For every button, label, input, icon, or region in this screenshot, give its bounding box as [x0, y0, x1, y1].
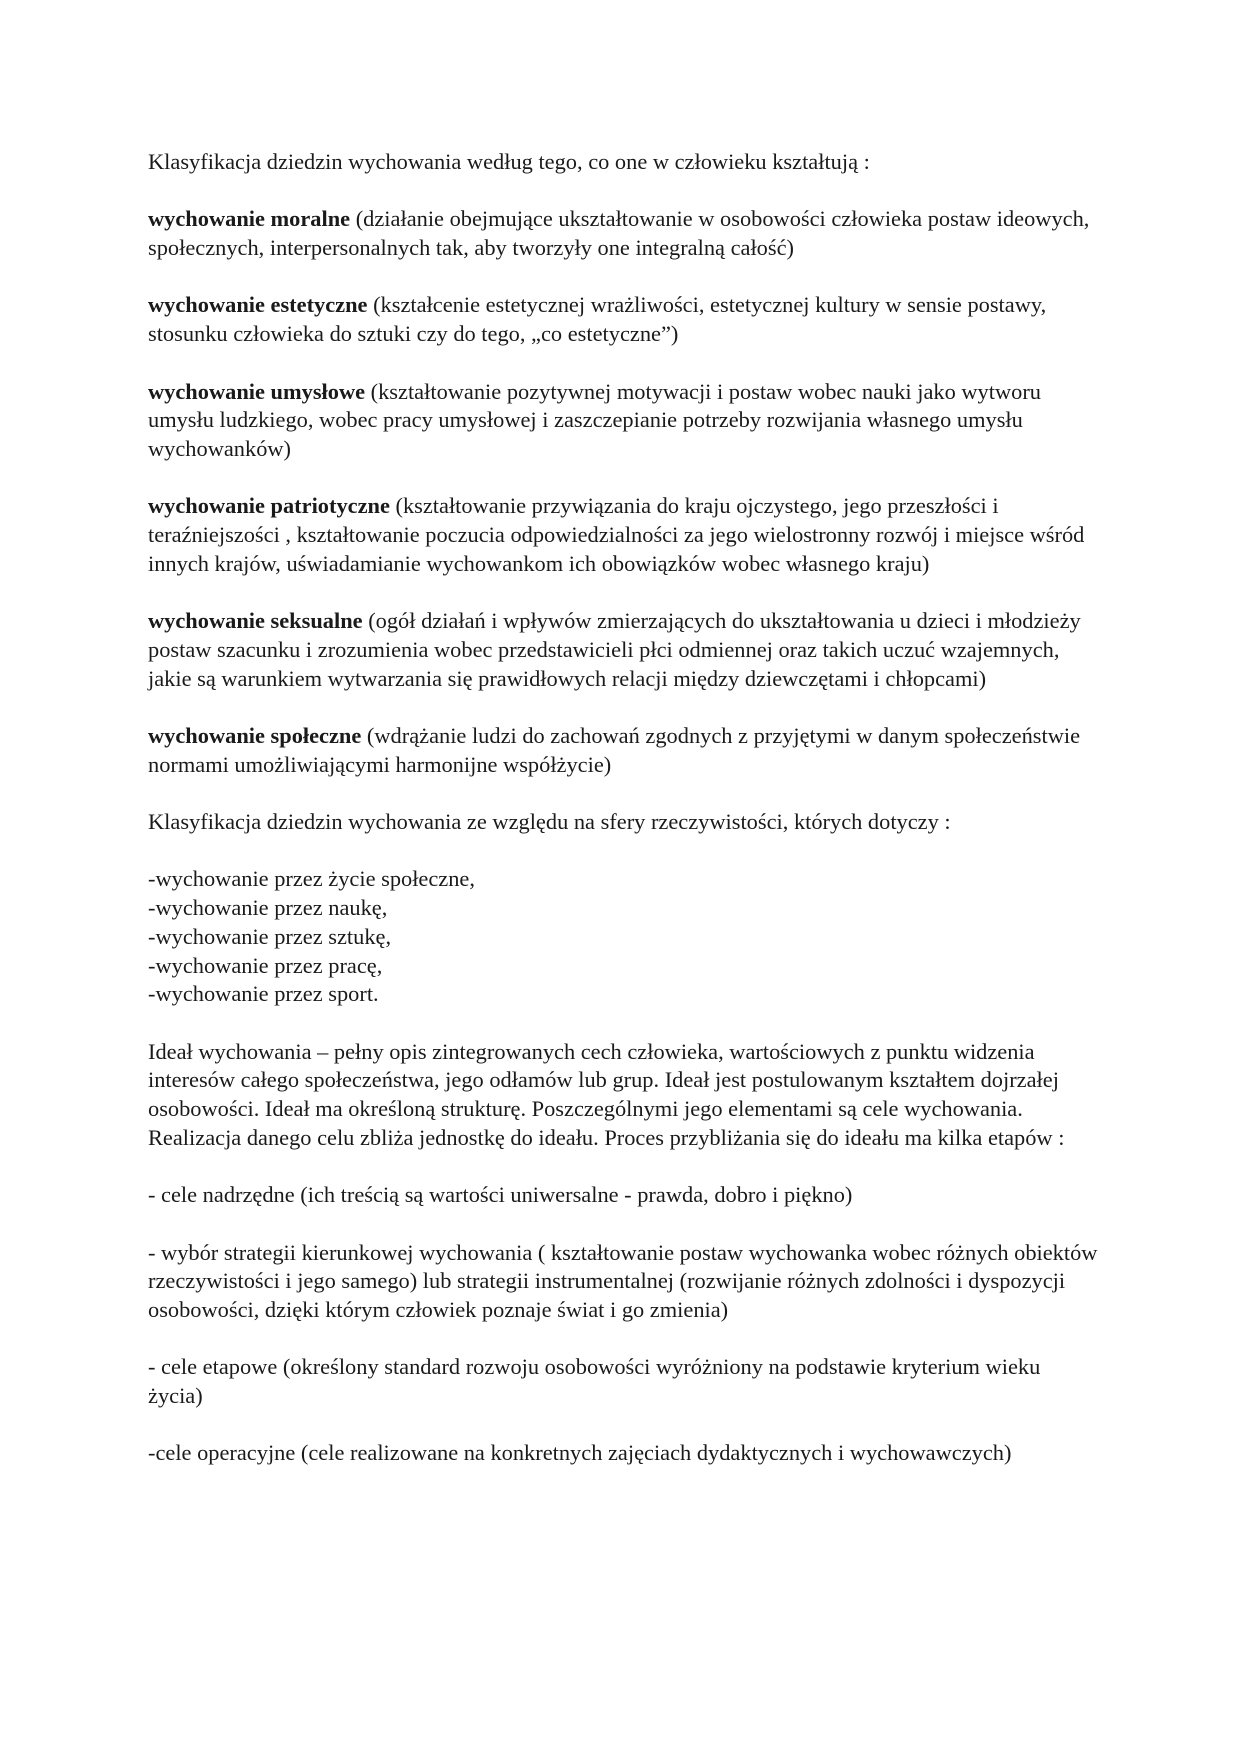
domain-term: wychowanie społeczne — [148, 722, 362, 748]
domain-term: wychowanie moralne — [148, 206, 351, 232]
domain-term: wychowanie patriotyczne — [148, 493, 390, 519]
domain-term: wychowanie estetyczne — [148, 292, 368, 318]
list-item: -wychowanie przez pracę, — [148, 952, 383, 978]
domain-intellectual — [148, 378, 1098, 464]
spheres-list — [148, 865, 1098, 1009]
domain-description: (kształtowanie pozytywnej motywacji i postaw wobec nauki jako wytworu umysłu ludzkiego, wobec pracy umysłowej i zaszczepianie potrzeby rozwijania własnego umysłu wychowanków) — [148, 378, 1041, 461]
domain-description: (działanie obejmujące ukształtowanie w osobowości człowieka postaw ideowych, społecznych, interpersonalnych tak, aby tworzyły one integralną całość) — [148, 206, 1090, 261]
stage-item: - wybór strategii kierunkowej wychowania ( kształtowanie postaw wychowanka wobec różnych obiektów rzeczywistości i jego samego) lub strategii instrumentalnej (rozwijanie różnych zdolności i dyspozycji osobowości, dzięki którym człowiek poznaje świat i go zmienia) — [148, 1239, 1098, 1322]
ideal-paragraph: Ideał wychowania – pełny opis zintegrowanych cech człowieka, wartościowych z punktu widzenia interesów całego społeczeństwa, jego odłamów lub grup. Ideał jest postulowanym kształtem dojrzałej osobowości. Ideał ma określoną strukturę. Poszczególnymi jego elementami są cele wychowania. Realizacja danego celu zbliża jednostkę do ideału. Proces przybliżania się do ideału ma kilka etapów : — [148, 1038, 1065, 1150]
domain-moral — [148, 205, 1098, 262]
domain-description: (wdrążanie ludzi do zachowań zgodnych z przyjętymi w danym społeczeństwie normami umożliwiającymi harmonijne współżycie) — [148, 722, 1081, 777]
domain-social — [148, 722, 1098, 779]
stage-item: - cele etapowe (określony standard rozwoju osobowości wyróżniony na podstawie kryterium wieku życia) — [148, 1354, 1041, 1409]
heading-classification-by-spheres: Klasyfikacja dziedzin wychowania ze względu na sfery rzeczywistości, których dotyczy : — [148, 809, 951, 835]
list-item: -wychowanie przez naukę, — [148, 895, 388, 921]
domain-description: (kształcenie estetycznej wrażliwości, estetycznej kultury w sensie postawy, stosunku człowieka do sztuki czy do tego, „co estetyczne”) — [148, 292, 1047, 347]
domain-term: wychowanie umysłowe — [148, 378, 366, 404]
domain-term: wychowanie seksualne — [148, 608, 363, 634]
domain-description: (kształtowanie przywiązania do kraju ojczystego, jego przeszłości i teraźniejszości , kształtowanie poczucia odpowiedzialności za jego wielostronny rozwój i miejsce wśród innych krajów, uświadamianie wychowankom ich obowiązków wobec własnego kraju) — [148, 493, 1085, 576]
domain-sexual — [148, 607, 1098, 693]
document-page — [148, 148, 1098, 1497]
list-item: -wychowanie przez sport. — [148, 981, 379, 1007]
stage-item: -cele operacyjne (cele realizowane na konkretnych zajęciach dydaktycznych i wychowawczych) — [148, 1440, 1012, 1466]
domain-aesthetic — [148, 291, 1098, 348]
domain-description: (ogół działań i wpływów zmierzających do ukształtowania u dzieci i młodzieży postaw szacunku i zrozumienia wobec przedstawicieli płci odmiennej oraz takich uczuć wzajemnych, jakie są warunkiem wytwarzania się prawidłowych relacji między dziewczętami i chłopcami) — [148, 608, 1081, 691]
domain-patriotic — [148, 492, 1098, 578]
stage-item: - cele nadrzędne (ich treścią są wartości uniwersalne - prawda, dobro i piękno) — [148, 1182, 853, 1208]
list-item: -wychowanie przez życie społeczne, — [148, 866, 475, 892]
heading-classification-by-shaping: Klasyfikacja dziedzin wychowania według tego, co one w człowieku kształtują : — [148, 149, 870, 174]
list-item: -wychowanie przez sztukę, — [148, 923, 392, 949]
